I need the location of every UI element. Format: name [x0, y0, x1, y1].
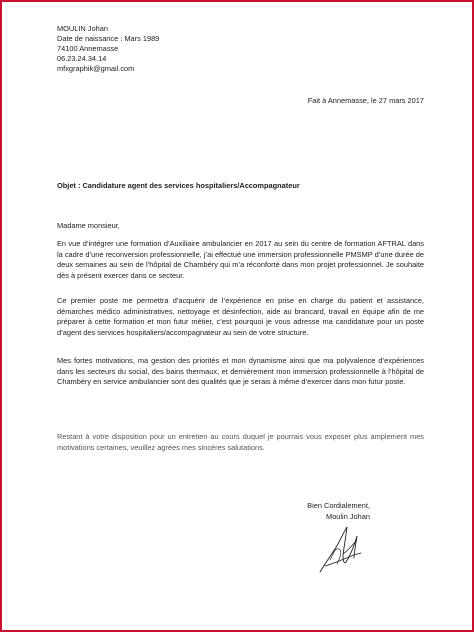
closing-name: Moulin Johan — [326, 512, 370, 521]
salutation: Madame monsieur, — [57, 221, 120, 230]
sender-block — [57, 24, 159, 74]
subject-line: Objet : Candidature agent des services hospitaliers/Accompagnateur — [57, 181, 300, 190]
sender-name: MOULIN Johan — [57, 24, 108, 33]
sender-birthdate: Date de naissance : Mars 1989 — [57, 34, 160, 43]
paragraph-position: Ce premier poste me permettra d’acquérir de l’expérience en prise en charge du patient et assistance, démarches médico administratives, nettoyage et désinfection, aide au brancard, travail en équipe afin de me préparer à cette formation et mon futur métier, c’est pourquoi je vous adresse ma candidature pour un poste d’agent des services hospitaliers/accompagnateur au sein de votre structure. — [57, 296, 424, 337]
place-date: Fait à Annemasse, le 27 mars 2017 — [307, 96, 424, 105]
sender-city: 74100 Annemasse — [57, 44, 119, 53]
paragraph-closing: Restant à votre disposition pour un entretien au cours duquel je pourrais vous exposer plus amplement mes motivations certaines, veuillez agrées mes sincères salutations. — [57, 432, 424, 452]
sender-email: mfxgraphik@gmail.com — [57, 64, 135, 73]
paragraph-motivation: Mes fortes motivations, ma gestion des priorités et mon dynamisme ainsi que ma polyvalence d’expériences dans les secteurs du social, des bains thermaux, et dernièrement mon immersion professionnelle à l’hôpital de Chambéry en service ambulancier sont des qualités que je serais à même d’exercer dans mon futur poste. — [57, 356, 424, 387]
closing-formula: Bien Cordialement, — [307, 501, 370, 510]
closing-block — [307, 500, 370, 522]
sender-phone: 06.23.24.34.14 — [57, 54, 107, 63]
paragraph-intro: En vue d’intégrer une formation d’Auxiliaire ambulancier en 2017 au sein du centre de formation AFTRAL dans la cadre d’une reconversion professionnelle, j’ai effectué une immersion professionnelle PMSMP d’une durée de deux semaines au sein de l’hôpital de Chambéry qui m’a réconforté dans mon projet professionnel. Je souhaite dès à présent exercer dans ce secteur. — [57, 239, 424, 280]
signature-icon — [316, 524, 366, 576]
